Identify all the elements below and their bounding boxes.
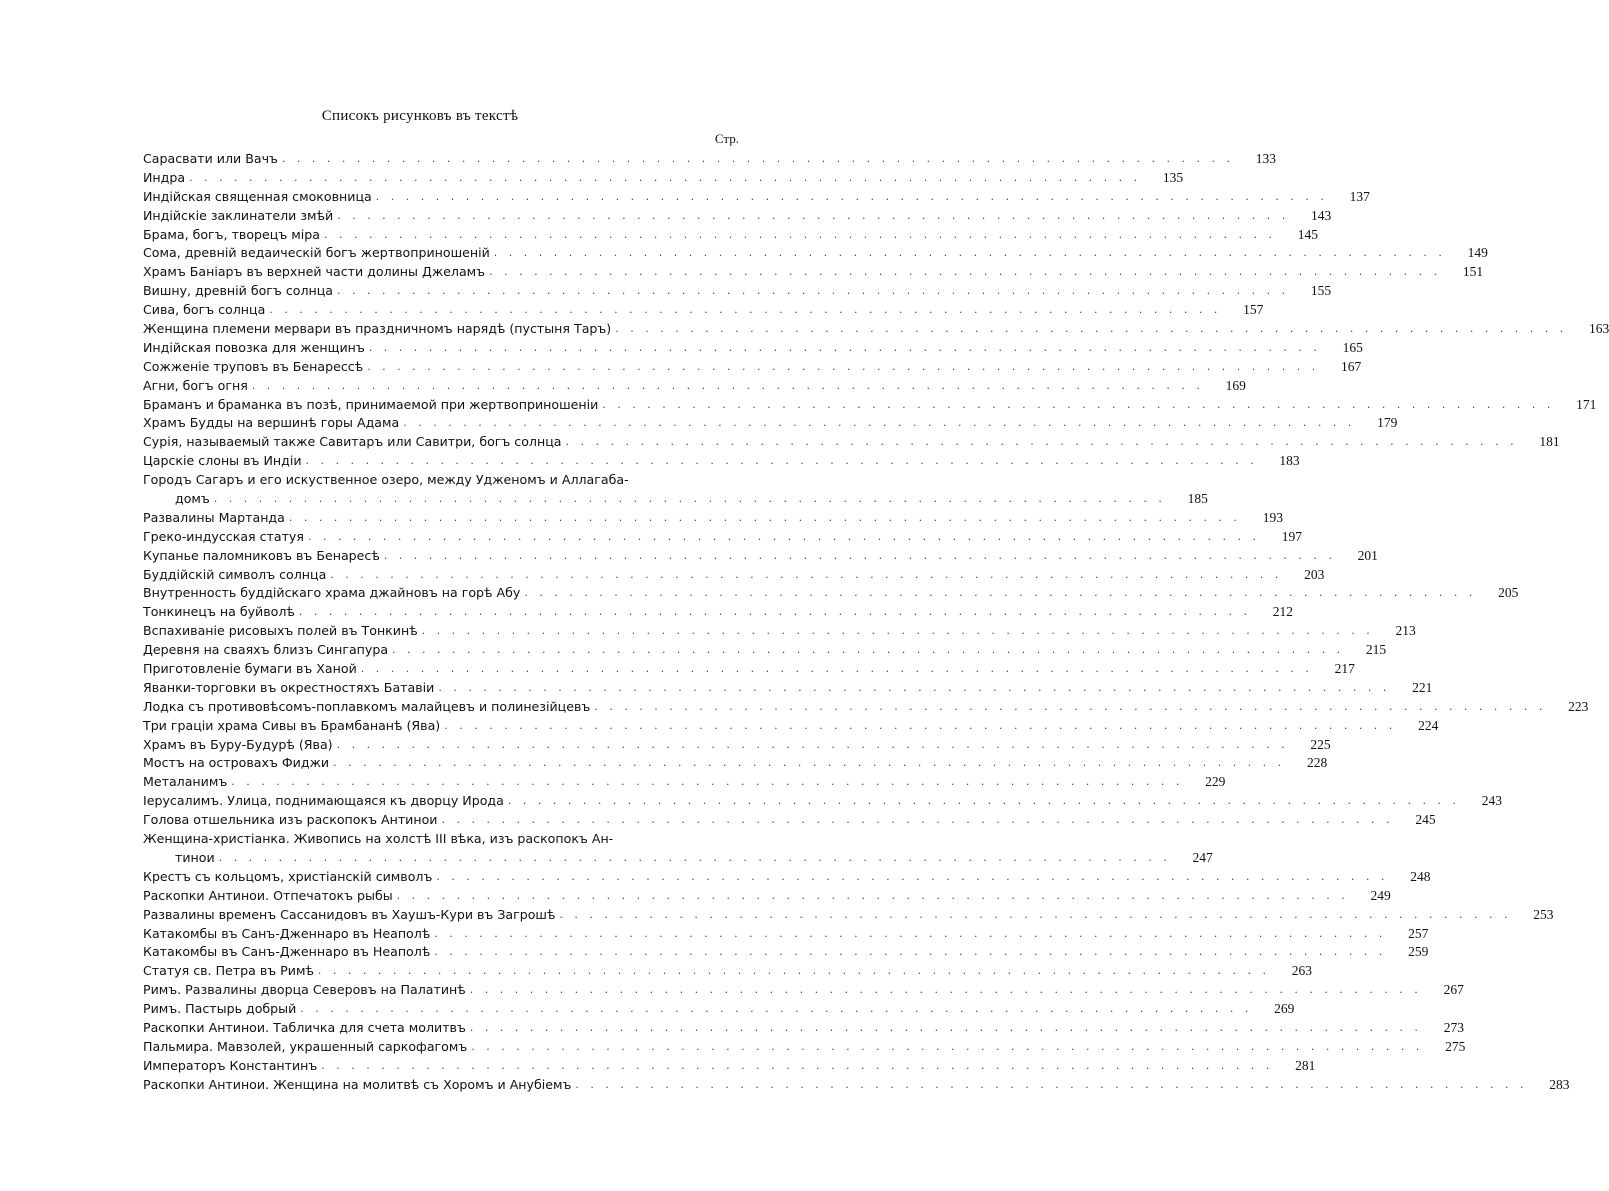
list-item (143, 1057, 1316, 1076)
dot-leader: . . . . . . . . . . . . . . . . . . . . . . . . . . . . . . . . . . . . . . . . . . . . . . . . . . . . . . . . . . . . . . . . (594, 699, 1547, 713)
list-item (143, 925, 1429, 944)
page-number: 133 (1255, 150, 1277, 166)
dot-leader: . . . . . . . . . . . . . . . . . . . . . . . . . . . . . . . . . . . . . . . . . . . . . . . . . . . . . . . . . . . . . . . . (602, 397, 1555, 411)
list-item (143, 566, 1325, 585)
figure-caption: Три граціи храма Сивы въ Брамбананѣ (Ява) (143, 717, 441, 733)
page-number: 247 (1192, 849, 1213, 865)
page-number: 179 (1377, 415, 1398, 431)
figure-caption: Іерусалимъ. Улица, поднимающаяся къ дворцу Ирода (143, 793, 504, 809)
page-number: 228 (1306, 755, 1328, 771)
list-item (143, 150, 1277, 169)
figure-caption: Развалины временъ Сассанидовъ въ Хаушъ-Кури въ Загрошѣ (143, 906, 556, 922)
figure-caption: Катакомбы въ Санъ-Дженнаро въ Неаполѣ (143, 925, 431, 941)
dot-leader: . . . . . . . . . . . . . . . . . . . . . . . . . . . . . . . . . . . . . . . . . . . . . . . . . . . . . . . . . . . . . . . . (298, 605, 1251, 619)
page-number: 193 (1262, 509, 1283, 525)
page-number: 248 (1410, 868, 1431, 884)
dot-leader: . . . . . . . . . . . . . . . . . . . . . . . . . . . . . . . . . . . . . . . . . . . . . . . . . . . . . . . . . . . . . . . . (493, 246, 1446, 260)
figure-caption: Индра (143, 169, 186, 185)
page-number: 165 (1342, 339, 1363, 355)
figure-caption: Раскопки Антинои. Женщина на молитвѣ съ Хоромъ и Анубіемъ (143, 1076, 572, 1092)
list-item (143, 943, 1429, 962)
dot-leader: . . . . . . . . . . . . . . . . . . . . . . . . . . . . . . . . . . . . . . . . . . . . . . . . . . . . . . . . . . . . . . . . (368, 340, 1321, 354)
list-item (143, 830, 1213, 868)
dot-leader: . . . . . . . . . . . . . . . . . . . . . . . . . . . . . . . . . . . . . . . . . . . . . . . . . . . . . . . . . . . . . . . . (307, 529, 1261, 543)
dot-leader: . . . . . . . . . . . . . . . . . . . . . . . . . . . . . . . . . . . . . . . . . . . . . . . . . . . . . . . . . . . . . . . . (337, 208, 1290, 222)
list-item (143, 547, 1378, 566)
dot-leader: . . . . . . . . . . . . . . . . . . . . . . . . . . . . . . . . . . . . . . . . . . . . . . . . . . . . . . . . . . . . . . . . (565, 435, 1518, 449)
list-item (143, 1000, 1295, 1019)
dot-leader: . . . . . . . . . . . . . . . . . . . . . . . . . . . . . . . . . . . . . . . . . . . . . . . . . . . . . . . . . . . . . . . . (333, 756, 1286, 770)
dot-leader: . . . . . . . . . . . . . . . . . . . . . . . . . . . . . . . . . . . . . . . . . . . . . . . . . . . . . . . . . . . . . . . . (383, 548, 1336, 562)
figure-caption: Сарасвати или Вачъ (143, 150, 278, 166)
figure-caption: Женщина-христіанка. Живопись на холстѣ III вѣка, изъ раскопокъ Ан- (143, 831, 614, 847)
figure-caption: Лодка съ противовѣсомъ-поплавкомъ малайцевъ и полинезійцевъ (143, 698, 591, 714)
figure-caption: Агни, богъ огня (143, 377, 248, 393)
page-number: 135 (1162, 169, 1184, 185)
dot-leader: . . . . . . . . . . . . . . . . . . . . . . . . . . . . . . . . . . . . . . . . . . . . . . . . . . . . . . . . . . . . . . . . (469, 983, 1422, 997)
list-item (143, 433, 1560, 452)
page-number: 275 (1445, 1038, 1466, 1054)
dot-leader: . . . . . . . . . . . . . . . . . . . . . . . . . . . . . . . . . . . . . . . . . . . . . . . . . . . . . . . . . . . . . . . . (434, 945, 1387, 959)
dot-leader: . . . . . . . . . . . . . . . . . . . . . . . . . . . . . . . . . . . . . . . . . . . . . . . . . . . . . . . . . . . . . . . . (615, 322, 1568, 335)
figure-caption-continuation: тинои (175, 849, 215, 865)
page-column-label: Стр. (714, 131, 739, 146)
list-item (143, 396, 1597, 415)
dot-leader: . . . . . . . . . . . . . . . . . . . . . . . . . . . . . . . . . . . . . . . . . . . . . . . . . . . . . . . . . . . . . . . . (559, 907, 1512, 921)
figure-caption: Металанимъ (143, 774, 228, 790)
figure-caption: Римъ. Развалины дворца Северовъ на Палатинѣ (143, 982, 466, 998)
figure-caption: Римъ. Пастырь добрый (143, 1001, 297, 1017)
figure-caption: Буддійскій символъ солнца (143, 566, 327, 582)
page-number: 215 (1365, 642, 1387, 658)
dot-leader: . . . . . . . . . . . . . . . . . . . . . . . . . . . . . . . . . . . . . . . . . . . . . . . . . . . . . . . . . . . . . . . . (434, 926, 1387, 940)
figure-caption: Тонкинецъ на буйволѣ (143, 604, 295, 620)
list-item (143, 962, 1312, 981)
dot-leader: . . . . . . . . . . . . . . . . . . . . . . . . . . . . . . . . . . . . . . . . . . . . . . . . . . . . . . . . . . . . . . . . (251, 378, 1204, 392)
page-number: 245 (1415, 812, 1436, 828)
page-number: 259 (1408, 944, 1429, 960)
list-item (143, 868, 1431, 887)
dot-leader: . . . . . . . . . . . . . . . . . . . . . . . . . . . . . . . . . . . . . . . . . . . . . . . . . . . . . . . . . . . . . . . . (367, 359, 1320, 373)
list-item (143, 603, 1293, 622)
dot-leader: . . . . . . . . . . . . . . . . . . . . . . . . . . . . . . . . . . . . . . . . . . . . . . . . . . . . . . . . . . . . . . . . (360, 662, 1313, 676)
page-number: 149 (1467, 245, 1488, 261)
dot-leader: . . . . . . . . . . . . . . . . . . . . . . . . . . . . . . . . . . . . . . . . . . . . . . . . . . . . . . . . . . . . . . . . (524, 586, 1477, 600)
list-item (143, 717, 1439, 736)
figure-caption: Индійская священная смоковница (143, 188, 372, 204)
figure-caption: Крестъ съ кольцомъ, христіанскій символъ (143, 868, 433, 884)
dot-leader: . . . . . . . . . . . . . . . . . . . . . . . . . . . . . . . . . . . . . . . . . . . . . . . . . . . . . . . . . . . . . . . . (305, 454, 1258, 468)
list-item (143, 414, 1398, 433)
page-number: 201 (1357, 547, 1378, 563)
list-item (143, 226, 1319, 245)
list-item (143, 301, 1264, 320)
list-item (143, 887, 1391, 906)
figure-caption: Мостъ на островахъ Фиджи (143, 755, 330, 771)
list-item (143, 811, 1436, 830)
dot-leader: . . . . . . . . . . . . . . . . . . . . . . . . . . . . . . . . . . . . . . . . . . . . . . . . . . . . . . . . . . . . . . . . (469, 1020, 1422, 1034)
dot-leader: . . . . . . . . . . . . . . . . . . . . . . . . . . . . . . . . . . . . . . . . . . . . . . . . . . . . . . . . . . . . . . . . (189, 170, 1142, 184)
list-item (143, 1038, 1466, 1057)
figure-caption: Внутренность буддійскаго храма джайновъ на горѣ Абу (143, 585, 521, 601)
page-number: 205 (1498, 585, 1519, 601)
dot-leader: . . . . . . . . . . . . . . . . . . . . . . . . . . . . . . . . . . . . . . . . . . . . . . . . . . . . . . . . . . . . . . . . (300, 1002, 1253, 1016)
figure-caption: Императоръ Константинъ (143, 1057, 318, 1073)
list-item (143, 339, 1363, 358)
page-number: 157 (1243, 302, 1264, 318)
figure-caption: Статуя св. Петра въ Римѣ (143, 963, 314, 979)
figure-caption: Раскопки Антинои. Отпечатокъ рыбы (143, 887, 393, 903)
page-title: Списокъ рисунковъ въ текстѣ (321, 108, 519, 124)
figure-caption: Храмъ Будды на вершинѣ горы Адама (143, 415, 400, 431)
figure-caption: Сива, богъ солнца (143, 302, 266, 318)
page-number: 243 (1481, 793, 1502, 809)
page-number: 281 (1295, 1057, 1316, 1073)
page-number: 183 (1279, 453, 1300, 469)
figure-caption: Женщина племени мервари въ праздничномъ нарядѣ (пустыня Таръ) (143, 321, 612, 336)
figure-caption: Яванки-торговки въ окрестностяхъ Батавіи (143, 679, 435, 695)
dot-leader: . . . . . . . . . . . . . . . . . . . . . . . . . . . . . . . . . . . . . . . . . . . . . . . . . . . . . . . . . . . . . . . . (321, 1058, 1274, 1072)
dot-leader: . . . . . . . . . . . . . . . . . . . . . . . . . . . . . . . . . . . . . . . . . . . . . . . . . . . . . . . . . . . . . . . . (330, 567, 1283, 581)
page-number: 217 (1334, 661, 1355, 677)
figure-caption: Индійская повозка для женщинъ (143, 339, 365, 355)
dot-leader: . . . . . . . . . . . . . . . . . . . . . . . . . . . . . . . . . . . . . . . . . . . . . . . . . . . . . . . . . . . . . . . . (213, 492, 1166, 506)
dot-leader: . . . . . . . . . . . . . . . . . . . . . . . . . . . . . . . . . . . . . . . . . . . . . . . . . . . . . . . . . . . . . . . . (575, 1077, 1528, 1091)
page-number: 143 (1311, 207, 1332, 223)
dot-leader: . . . . . . . . . . . . . . . . . . . . . . . . . . . . . . . . . . . . . . . . . . . . . . . . . . . . . . . . . . . . . . . . (507, 794, 1460, 808)
page-number: 163 (1589, 321, 1609, 336)
dot-leader: . . . . . . . . . . . . . . . . . . . . . . . . . . . . . . . . . . . . . . . . . . . . . . . . . . . . . . . . . . . . . . . . (444, 718, 1397, 732)
dot-leader: . . . . . . . . . . . . . . . . . . . . . . . . . . . . . . . . . . . . . . . . . . . . . . . . . . . . . . . . . . . . . . . . (269, 303, 1222, 317)
list-item (143, 244, 1488, 263)
list-item (143, 282, 1332, 301)
dot-leader: . . . . . . . . . . . . . . . . . . . . . . . . . . . . . . . . . . . . . . . . . . . . . . . . . . . . . . . . . . . . . . . . (337, 284, 1290, 298)
list-item (143, 792, 1502, 811)
page-number: 269 (1274, 1001, 1295, 1017)
dot-leader: . . . . . . . . . . . . . . . . . . . . . . . . . . . . . . . . . . . . . . . . . . . . . . . . . . . . . . . . . . . . . . . . (436, 869, 1389, 883)
page-number: 212 (1272, 604, 1293, 620)
list-item (143, 641, 1387, 660)
list-item (143, 906, 1554, 925)
list-item (143, 698, 1589, 717)
dot-leader: . . . . . . . . . . . . . . . . . . . . . . . . . . . . . . . . . . . . . . . . . . . . . . . . . . . . . . . . . . . . . . . . (421, 624, 1374, 638)
list-item (143, 377, 1246, 396)
figure-caption: Царскіе слоны въ Индіи (143, 453, 302, 469)
list-item (143, 660, 1355, 679)
page-number: 249 (1370, 887, 1391, 903)
dot-leader: . . . . . . . . . . . . . . . . . . . . . . . . . . . . . . . . . . . . . . . . . . . . . . . . . . . . . . . . . . . . . . . . (396, 888, 1349, 902)
figure-caption: Купанье паломниковъ въ Бенаресѣ (143, 547, 380, 563)
list-item (143, 188, 1370, 207)
list-item (143, 584, 1519, 603)
dot-leader: . . . . . . . . . . . . . . . . . . . . . . . . . . . . . . . . . . . . . . . . . . . . . . . . . . . . . . . . . . . . . . . . (281, 151, 1235, 165)
figure-caption: Храмъ Баніаръ въ верхней части долины Джеламъ (143, 264, 486, 280)
figure-caption: Голова отшельника изъ раскопокъ Антинои (143, 812, 438, 828)
figure-caption: Храмъ въ Буру-Будурѣ (Ява) (143, 736, 333, 752)
page-number: 273 (1443, 1019, 1464, 1035)
figure-caption: Катакомбы въ Санъ-Дженнаро въ Неаполѣ (143, 944, 431, 960)
figure-caption-continuation: домъ (175, 491, 210, 507)
page-number: 223 (1568, 698, 1589, 714)
figure-caption: Деревня на сваяхъ близъ Сингапура (143, 642, 389, 658)
figure-list (143, 150, 1609, 1095)
page-number: 257 (1408, 925, 1429, 941)
page-number: 203 (1304, 566, 1325, 582)
page-number: 167 (1341, 358, 1362, 374)
dot-leader: . . . . . . . . . . . . . . . . . . . . . . . . . . . . . . . . . . . . . . . . . . . . . . . . . . . . . . . . . . . . . . . . (317, 964, 1270, 978)
page-number: 283 (1549, 1076, 1570, 1092)
page-number: 221 (1412, 679, 1433, 695)
page-number: 185 (1187, 491, 1208, 507)
dot-leader: . . . . . . . . . . . . . . . . . . . . . . . . . . . . . . . . . . . . . . . . . . . . . . . . . . . . . . . . . . . . . . . . (336, 737, 1289, 751)
figure-caption: Сожженіе труповъ въ Бенарессѣ (143, 358, 364, 374)
page-number: 197 (1281, 528, 1303, 544)
list-item (143, 358, 1362, 377)
dot-leader: . . . . . . . . . . . . . . . . . . . . . . . . . . . . . . . . . . . . . . . . . . . . . . . . . . . . . . . . . . . . . . . . (471, 1039, 1424, 1053)
list-item (143, 263, 1484, 282)
dot-leader: . . . . . . . . . . . . . . . . . . . . . . . . . . . . . . . . . . . . . . . . . . . . . . . . . . . . . . . . . . . . . . . . (438, 680, 1391, 694)
list-item (143, 736, 1331, 755)
list-item (143, 981, 1464, 1000)
dot-leader: . . . . . . . . . . . . . . . . . . . . . . . . . . . . . . . . . . . . . . . . . . . . . . . . . . . . . . . . . . . . . . . . (323, 227, 1277, 241)
dot-leader: . . . . . . . . . . . . . . . . . . . . . . . . . . . . . . . . . . . . . . . . . . . . . . . . . . . . . . . . . . . . . . . . (441, 813, 1394, 827)
page-number: 155 (1310, 283, 1332, 299)
figure-caption: Пальмира. Мавзолей, украшенный саркофагомъ (143, 1038, 468, 1054)
dot-leader: . . . . . . . . . . . . . . . . . . . . . . . . . . . . . . . . . . . . . . . . . . . . . . . . . . . . . . . . . . . . . . . . (218, 850, 1171, 864)
figure-caption: Вишну, древній богъ солнца (143, 283, 334, 299)
list-item (143, 773, 1226, 792)
dot-leader: . . . . . . . . . . . . . . . . . . . . . . . . . . . . . . . . . . . . . . . . . . . . . . . . . . . . . . . . . . . . . . . . (231, 775, 1184, 789)
page-number: 145 (1297, 226, 1319, 242)
dot-leader: . . . . . . . . . . . . . . . . . . . . . . . . . . . . . . . . . . . . . . . . . . . . . . . . . . . . . . . . . . . . . . . . (392, 643, 1345, 657)
page-number: 267 (1443, 982, 1464, 998)
page-number: 137 (1349, 188, 1370, 204)
page-number: 171 (1576, 396, 1597, 412)
page-number: 225 (1310, 736, 1331, 752)
list-item (143, 320, 1609, 339)
page-number: 181 (1539, 434, 1560, 450)
figure-caption: Раскопки Антинои. Табличка для счета молитвъ (143, 1019, 466, 1035)
list-item (143, 169, 1184, 188)
figure-caption: Вспахиваніе рисовыхъ полей въ Тонкинѣ (143, 623, 418, 639)
list-item (143, 1019, 1464, 1038)
list-item (143, 528, 1303, 547)
page-number: 169 (1225, 377, 1246, 393)
page-number: 263 (1291, 963, 1312, 979)
list-item (143, 1076, 1570, 1095)
figure-caption: Брама, богъ, творецъ міра (143, 226, 320, 242)
figure-caption: Греко-индусская статуя (143, 528, 304, 544)
page-number: 224 (1418, 717, 1439, 733)
list-item (143, 622, 1416, 641)
figure-caption: Сома, древній ведаическій богъ жертвоприношеній (143, 245, 490, 261)
page-number: 213 (1395, 623, 1416, 639)
list-item (143, 509, 1283, 528)
dot-leader: . . . . . . . . . . . . . . . . . . . . . . . . . . . . . . . . . . . . . . . . . . . . . . . . . . . . . . . . . . . . . . . . (288, 510, 1241, 524)
figure-caption: Приготовленіе бумаги въ Ханой (143, 661, 357, 677)
dot-leader: . . . . . . . . . . . . . . . . . . . . . . . . . . . . . . . . . . . . . . . . . . . . . . . . . . . . . . . . . . . . . . . . (403, 416, 1356, 430)
dot-leader: . . . . . . . . . . . . . . . . . . . . . . . . . . . . . . . . . . . . . . . . . . . . . . . . . . . . . . . . . . . . . . . . (489, 265, 1442, 279)
figure-caption: Индійскіе заклинатели змѣй (143, 207, 334, 223)
figure-caption: Сурія, называемый также Савитаръ или Савитри, богъ солнца (143, 434, 562, 450)
list-item (143, 207, 1332, 226)
page-number: 229 (1205, 774, 1226, 790)
dot-leader: . . . . . . . . . . . . . . . . . . . . . . . . . . . . . . . . . . . . . . . . . . . . . . . . . . . . . . . . . . . . . . . . (375, 189, 1328, 203)
list-item (143, 755, 1328, 774)
page-number: 253 (1533, 906, 1554, 922)
list-item (143, 679, 1433, 698)
figure-caption: Развалины Мартанда (143, 509, 285, 525)
page-number: 151 (1462, 264, 1484, 280)
list-item (143, 471, 1208, 509)
list-item (143, 452, 1300, 471)
figure-caption: Браманъ и браманка въ позѣ, принимаемой при жертвоприношеніи (143, 396, 599, 412)
figure-caption: Городъ Сагаръ и его искуственное озеро, между Удженомъ и Аллагаба- (143, 472, 629, 488)
